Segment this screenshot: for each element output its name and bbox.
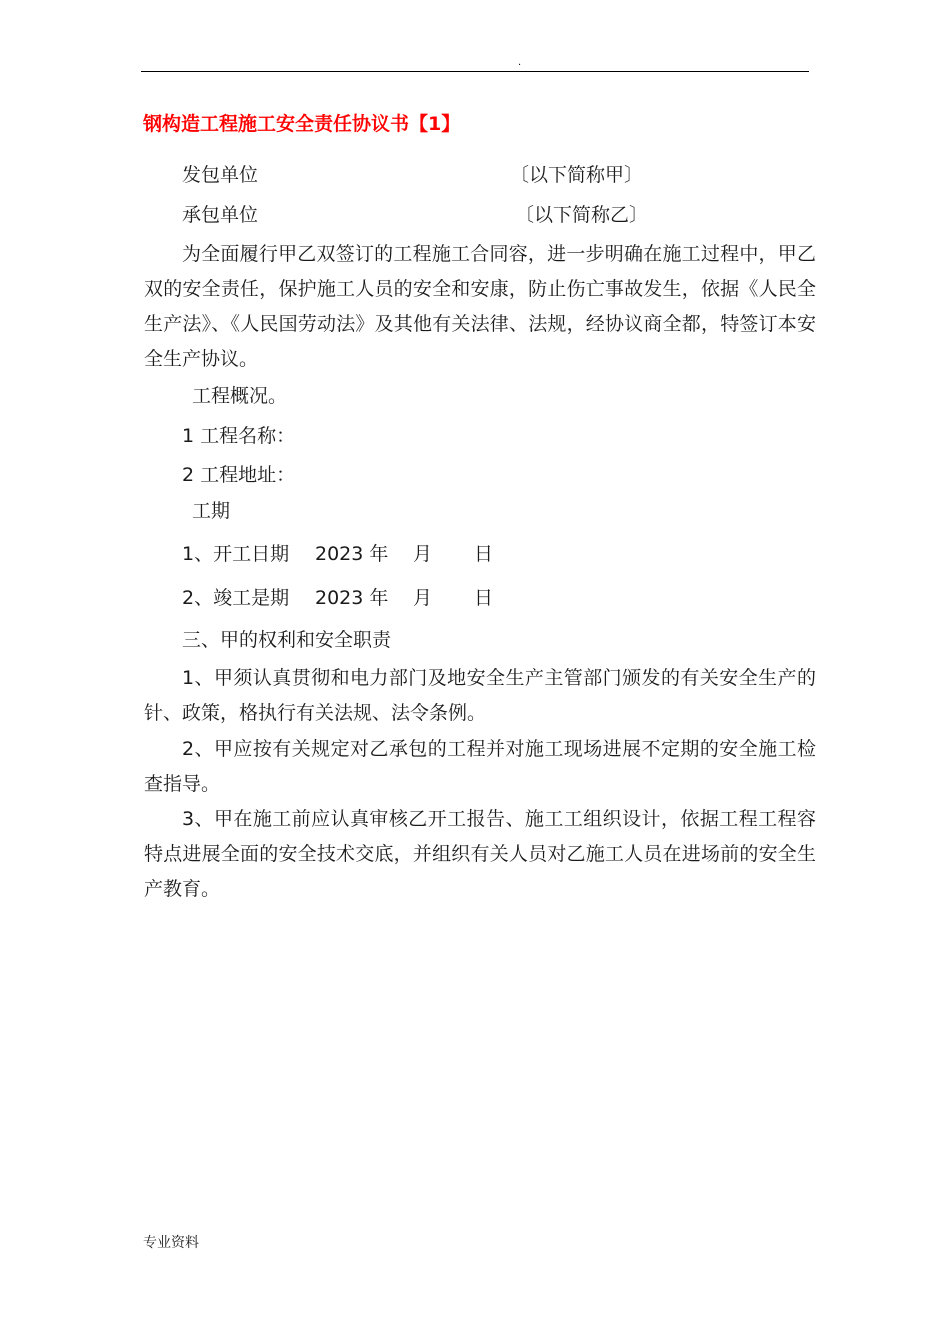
intro-paragraph: 为全面履行甲乙双签订的工程施工合同容，进一步明确在施工过程中，甲乙双的安全责任，保护施工人员的安全和安康，防止伤亡事故发生，依据《人民全生产法》、《人民国劳动法》及其他有关法律、法规，经协议商全都，特签订本安全生产协议。	[144, 243, 816, 370]
section-3-heading: 三、甲的权利和安全职责	[182, 629, 392, 651]
overview-heading: 工程概况。	[192, 385, 288, 407]
project-address-field: 2 工程地址：	[182, 464, 296, 486]
party-a-label: 发包单位	[182, 164, 259, 186]
section-3-item-3: 3、甲在施工前应认真审核乙开工报告、施工工组织设计，依据工程工程容特点进展全面的安全技术交底，并组织有关人员对乙施工人员在进场前的安全生产教育。	[144, 808, 816, 900]
header-mark: .	[518, 57, 522, 68]
project-name-field: 1 工程名称：	[182, 425, 296, 447]
start-date-month: 月	[413, 543, 433, 565]
section-3-item-1: 1、甲须认真贯彻和电力部门及地安全生产主管部门颁发的有关安全生产的针、政策，格执行有关法规、法令条例。	[144, 667, 816, 724]
start-date-day: 日	[474, 543, 494, 565]
party-a-note: 〔以下简称甲〕	[510, 164, 644, 186]
party-b-label: 承包单位	[182, 204, 259, 226]
start-date-label: 1、开工日期	[182, 543, 290, 565]
header-divider	[141, 71, 809, 72]
section-3-item-2: 2、甲应按有关规定对乙承包的工程并对施工现场进展不定期的安全施工检查指导。	[144, 738, 816, 795]
document-title: 钢构造工程施工安全责任协议书【1】	[143, 113, 461, 135]
end-date-day: 日	[474, 587, 494, 609]
end-date-month: 月	[413, 587, 433, 609]
end-date-year: 2023 年	[315, 587, 389, 609]
end-date-label: 2、竣工是期	[182, 587, 290, 609]
start-date-year: 2023 年	[315, 543, 389, 565]
party-b-note: 〔以下简称乙〕	[515, 204, 649, 226]
footer-label: 专业资料	[143, 1235, 199, 1251]
period-heading: 工期	[192, 500, 231, 522]
